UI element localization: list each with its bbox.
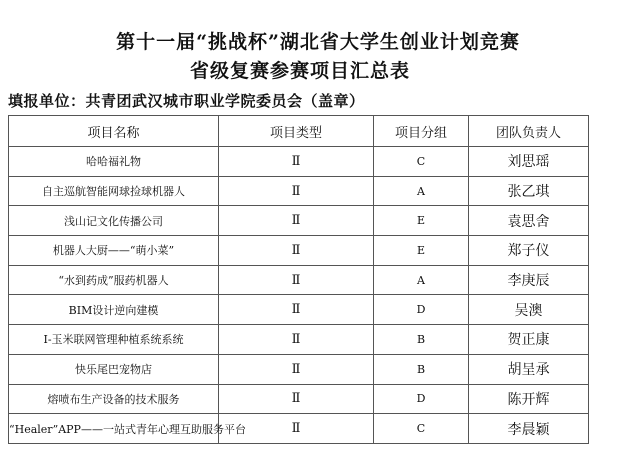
team-leader-cell: 贺正康 xyxy=(469,325,589,355)
project-name-cell: BIM设计逆向建模 xyxy=(9,295,219,325)
team-leader-cell: 胡呈承 xyxy=(469,354,589,384)
team-leader-cell: 陈开辉 xyxy=(469,384,589,414)
project-type-cell: Ⅱ xyxy=(219,354,374,384)
project-group-cell: E xyxy=(374,206,469,236)
table-row xyxy=(9,147,589,177)
project-name-cell: 自主巡航智能网球捡球机器人 xyxy=(9,176,219,206)
project-table xyxy=(8,115,589,444)
project-group-cell: D xyxy=(374,384,469,414)
team-leader-cell: 郑子仪 xyxy=(469,236,589,266)
team-leader-cell: 李庚辰 xyxy=(469,265,589,295)
table-row xyxy=(9,295,589,325)
project-name-cell: 哈哈福礼物 xyxy=(9,147,219,177)
project-name-cell: “水到药成”服药机器人 xyxy=(9,265,219,295)
project-group-cell: B xyxy=(374,354,469,384)
project-type-cell: Ⅱ xyxy=(219,236,374,266)
team-leader-cell: 吴澳 xyxy=(469,295,589,325)
header-team-leader: 团队负责人 xyxy=(469,116,589,147)
project-type-cell: Ⅱ xyxy=(219,206,374,236)
project-type-cell: Ⅱ xyxy=(219,176,374,206)
project-name-cell: I-玉米联网管理种植系统系统 xyxy=(9,325,219,355)
table-row xyxy=(9,206,589,236)
project-name-cell: “Healer”APP——一站式青年心理互助服务平台 xyxy=(9,414,219,444)
team-leader-cell: 袁思舍 xyxy=(469,206,589,236)
project-group-cell: C xyxy=(374,147,469,177)
project-name-cell: 熔喷布生产设备的技术服务 xyxy=(9,384,219,414)
project-name-cell: 机器人大厨——“萌小菜” xyxy=(9,236,219,266)
project-name-cell: 浅山记文化传播公司 xyxy=(9,206,219,236)
page-title: 第十一届“挑战杯”湖北省大学生创业计划竞赛 xyxy=(116,31,520,53)
team-leader-cell: 张乙琪 xyxy=(469,176,589,206)
table-row xyxy=(9,325,589,355)
table-header-row xyxy=(9,116,589,147)
project-type-cell: Ⅱ xyxy=(219,147,374,177)
project-type-cell: Ⅱ xyxy=(219,384,374,414)
project-type-cell: Ⅱ xyxy=(219,295,374,325)
project-group-cell: B xyxy=(374,325,469,355)
project-group-cell: D xyxy=(374,295,469,325)
project-name-cell: 快乐尾巴宠物店 xyxy=(9,354,219,384)
header-project-name: 项目名称 xyxy=(9,116,219,147)
page-subtitle: 省级复赛参赛项目汇总表 xyxy=(189,60,410,82)
project-type-cell: Ⅱ xyxy=(219,414,374,444)
project-type-cell: Ⅱ xyxy=(219,325,374,355)
header-project-type: 项目类型 xyxy=(219,116,374,147)
table-row xyxy=(9,354,589,384)
table-row xyxy=(9,265,589,295)
header-project-group: 项目分组 xyxy=(374,116,469,147)
project-type-cell: Ⅱ xyxy=(219,265,374,295)
project-group-cell: E xyxy=(374,236,469,266)
table-row xyxy=(9,176,589,206)
team-leader-cell: 刘思瑶 xyxy=(469,147,589,177)
project-group-cell: A xyxy=(374,265,469,295)
reporting-unit: 填报单位：共青团武汉城市职业学院委员会（盖章） xyxy=(8,92,365,110)
table-row xyxy=(9,384,589,414)
table-row xyxy=(9,236,589,266)
table-row xyxy=(9,414,589,444)
project-group-cell: C xyxy=(374,414,469,444)
project-group-cell: A xyxy=(374,176,469,206)
team-leader-cell: 李晨颖 xyxy=(469,414,589,444)
